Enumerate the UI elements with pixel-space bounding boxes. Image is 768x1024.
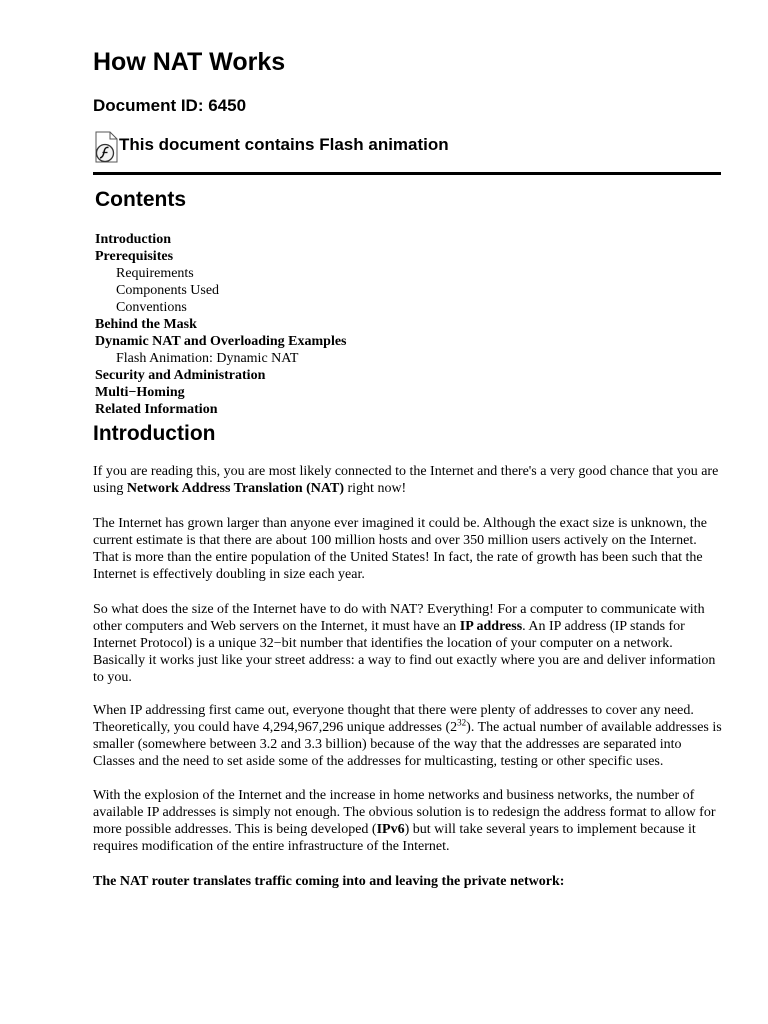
ipv6-term: IPv6 (376, 822, 405, 837)
text-run: ) but will take several years to implement because it requires modification of the entire infrastructure of the Internet. (93, 822, 696, 854)
toc-link[interactable]: Prerequisites (95, 249, 174, 264)
text-run: When IP addressing first came out, everyone thought that there were plenty of addresses to cover any need. Theoretically, you could have 4,294,967,296 unique addresses (2 (93, 703, 694, 735)
exponent: 32 (457, 717, 467, 728)
toc-link[interactable]: Security and Administration (95, 368, 266, 383)
flash-notice-text: This document contains Flash animation (119, 135, 449, 154)
toc-link[interactable]: Introduction (95, 232, 171, 247)
intro-paragraph-2: The Internet has grown larger than anyone ever imagined it could be. Although the exact size is unknown, the current estimate is that there are about 100 million hosts and over 350 million users actively on the Internet. That is more than the entire population of the United States! In fact, the rate of growth has been such that the Internet is effectively doubling in size each year. (93, 516, 708, 582)
toc-link[interactable]: Flash Animation: Dynamic NAT (116, 351, 299, 366)
intro-paragraph-4 (93, 702, 725, 770)
text-run: ). The actual number of available addresses is smaller (somewhere between 3.2 and 3.3 billion) because of the way that the addresses are separated into Classes and the need to set aside some of the addresses for multicasting, testing or other specific uses. (93, 720, 722, 769)
toc-link[interactable]: Requirements (116, 266, 194, 281)
nat-router-caption: The NAT router translates traffic coming into and leaving the private network: (93, 874, 565, 889)
flash-document-icon (93, 131, 119, 163)
introduction-heading: Introduction (93, 422, 216, 445)
toc-link[interactable]: Dynamic NAT and Overloading Examples (95, 334, 347, 349)
contents-heading: Contents (95, 188, 186, 211)
toc-link[interactable]: Components Used (116, 283, 220, 298)
document-id: Document ID: 6450 (93, 96, 247, 115)
ip-address-term: IP address (459, 619, 523, 634)
toc-link[interactable]: Conventions (116, 300, 187, 315)
table-of-contents (95, 231, 347, 418)
toc-link[interactable]: Behind the Mask (95, 317, 197, 332)
text-run: . An IP address (IP stands for Internet Protocol) is a unique 32−bit number that identifies the location of your computer on a network. Basically it works just like your street address: a way to find out exactly where you are and deliver information to you. (93, 619, 716, 685)
page-title: How NAT Works (93, 48, 286, 76)
toc-link[interactable]: Multi−Homing (95, 385, 185, 400)
flash-notice-row (93, 131, 449, 165)
nat-term: Network Address Translation (NAT) (126, 481, 344, 496)
intro-paragraph-1 (93, 463, 725, 497)
text-run: So what does the size of the Internet have to do with NAT? Everything! For a computer to communicate with other computers and Web servers on the Internet, it must have an (93, 602, 705, 634)
text-run: right now! (344, 481, 407, 496)
intro-paragraph-5 (93, 787, 725, 855)
toc-link[interactable]: Related Information (95, 402, 218, 417)
intro-paragraph-3 (93, 601, 725, 686)
text-run: With the explosion of the Internet and the increase in home networks and business networks, the number of available IP addresses is simply not enough. The obvious solution is to redesign the address format to allow for more possible addresses. This is being developed ( (93, 788, 716, 837)
text-run: If you are reading this, you are most likely connected to the Internet and there's a very good chance that you are using (93, 464, 719, 496)
header-divider (93, 172, 721, 175)
